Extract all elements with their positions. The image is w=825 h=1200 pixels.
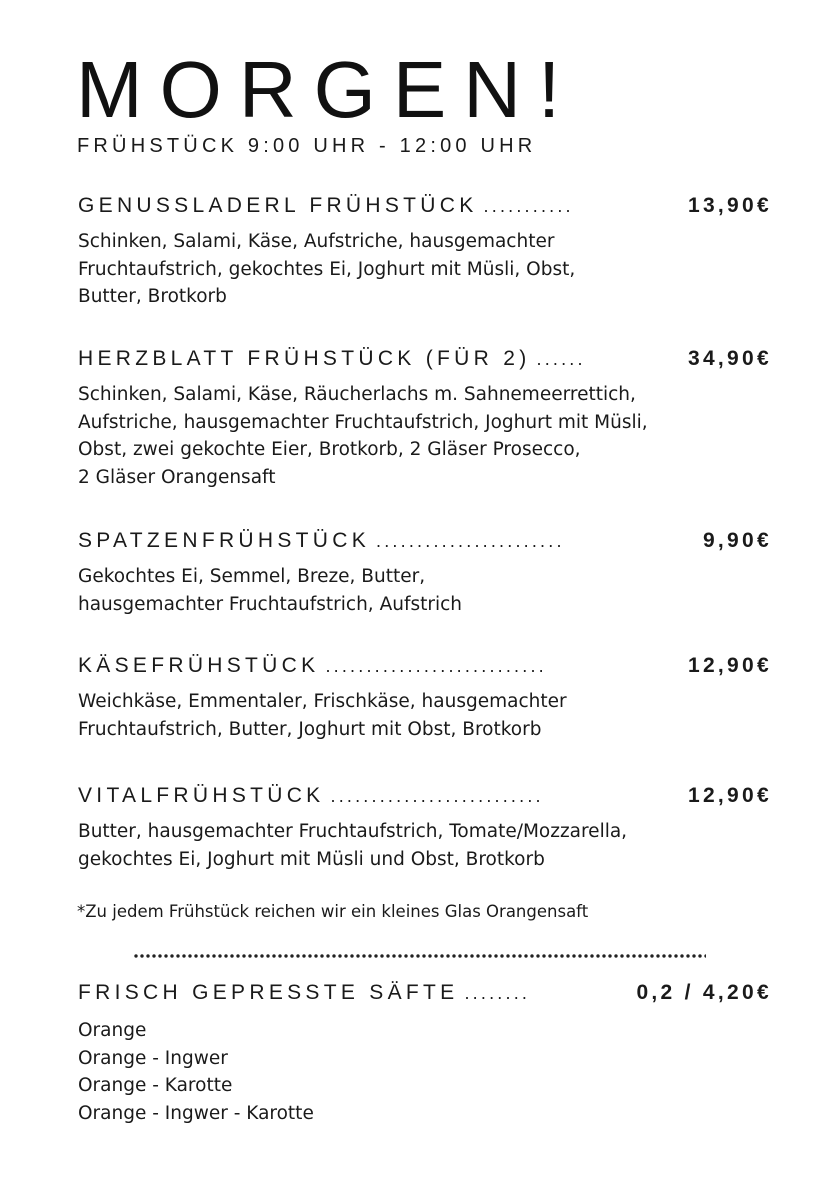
dotted-divider [133, 953, 706, 959]
description-line: Gekochtes Ei, Semmel, Breze, Butter, [78, 566, 426, 587]
menu-item-name: SPATZENFRÜHSTÜCK [78, 529, 371, 552]
menu-item-name: GENUSSLADERL FRÜHSTÜCK [78, 194, 478, 217]
juice-option: Orange - Ingwer - Karotte [78, 1102, 314, 1124]
dot-leader: .......................... [330, 786, 544, 806]
menu-item-description [78, 563, 768, 618]
menu-item-price: 13,90€ [687, 194, 772, 217]
juice-options [78, 1017, 768, 1127]
menu-item-genussladerl [78, 194, 772, 311]
page-title: MORGEN! [76, 45, 578, 134]
juice-option: Orange - Ingwer [78, 1047, 228, 1069]
menu-item-price: 12,90€ [687, 784, 772, 807]
opening-hours: FRÜHSTÜCK 9:00 UHR - 12:00 UHR [77, 135, 537, 157]
menu-item-header [78, 784, 772, 814]
description-line: Weichkäse, Emmentaler, Frischkäse, hausgemachter [78, 691, 567, 712]
menu-item-header [78, 194, 772, 224]
dot-leader: ........................... [325, 656, 547, 676]
description-line: Fruchtaufstrich, gekochtes Ei, Joghurt mit Müsli, Obst, [78, 258, 576, 280]
menu-item-name: HERZBLATT FRÜHSTÜCK (FÜR 2) [78, 347, 531, 370]
menu-item-header [78, 981, 772, 1011]
description-line: 2 Gläser Orangensaft [78, 466, 276, 488]
menu-item-description [78, 228, 768, 311]
description-line: Obst, zwei gekochte Eier, Brotkorb, 2 Gläser Prosecco, [78, 439, 581, 460]
menu-item-herzblatt [78, 347, 772, 491]
dot-leader: ...... [536, 349, 586, 369]
menu-item-kaese [78, 654, 772, 743]
description-line: gekochtes Ei, Joghurt mit Müsli und Obst, Brotkorb [78, 848, 545, 870]
menu-item-description [78, 688, 768, 743]
description-line: Schinken, Salami, Käse, Räucherlachs m. Sahnemeerrettich, [78, 384, 636, 405]
menu-item-description [78, 818, 768, 873]
menu-item-price: 34,90€ [687, 347, 772, 370]
menu-item-description [78, 381, 768, 491]
menu-item-price: 12,90€ [687, 654, 772, 677]
menu-item-name: VITALFRÜHSTÜCK [78, 784, 325, 807]
juice-option: Orange - Karotte [78, 1075, 233, 1096]
menu-item-vital [78, 784, 772, 873]
description-line: Schinken, Salami, Käse, Aufstriche, hausgemachter [78, 231, 555, 252]
juice-option: Orange [78, 1020, 147, 1041]
dot-leader: ........... [483, 196, 574, 216]
menu-item-header [78, 654, 772, 684]
dot-leader: ........ [464, 983, 531, 1003]
description-line: Butter, hausgemachter Fruchtaufstrich, Tomate/Mozzarella, [78, 821, 628, 842]
menu-item-price: 0,2 / 4,20€ [636, 981, 772, 1004]
menu-item-spatzen [78, 529, 772, 618]
menu-item-name: KÄSEFRÜHSTÜCK [78, 654, 320, 677]
menu-item-juices [78, 981, 772, 1127]
menu-item-header [78, 529, 772, 559]
dot-leader: ....................... [376, 531, 565, 551]
footnote: *Zu jedem Frühstück reichen wir ein kleines Glas Orangensaft [77, 902, 589, 921]
description-line: Butter, Brotkorb [78, 286, 227, 307]
menu-item-header [78, 347, 772, 377]
description-line: hausgemachter Fruchtaufstrich, Aufstrich [78, 593, 463, 615]
menu-item-price: 9,90€ [702, 529, 772, 552]
description-line: Aufstriche, hausgemachter Fruchtaufstrich, Joghurt mit Müsli, [78, 411, 648, 433]
menu-item-name: FRISCH GEPRESSTE SÄFTE [78, 981, 459, 1004]
description-line: Fruchtaufstrich, Butter, Joghurt mit Obst, Brotkorb [78, 718, 542, 740]
